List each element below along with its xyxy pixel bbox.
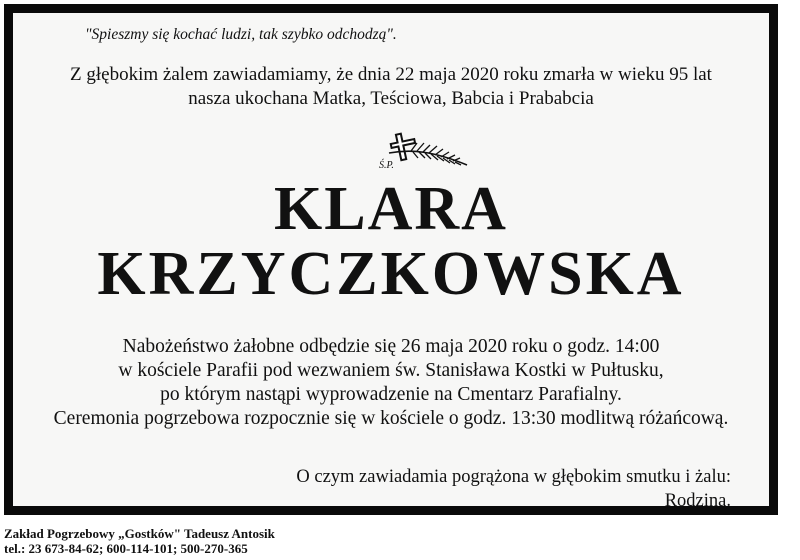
closing-signature: Rodzina.: [664, 491, 731, 511]
funeral-home-phones: tel.: 23 673-84-62; 600-114-101; 500-270-365: [4, 541, 248, 556]
obituary-frame: [4, 4, 778, 515]
service-line: w kościele Parafii pod wezwaniem św. Stanisława Kostki w Pułtusku,: [118, 360, 664, 381]
deceased-surname: KRZYCZKOWSKA: [97, 240, 685, 308]
closing-text: [296, 465, 731, 513]
deceased-first-name: KLARA: [274, 175, 508, 243]
memorial-quote: "Spieszmy się kochać ludzi, tak szybko odchodzą".: [85, 26, 397, 43]
service-line: po którym nastąpi wyprowadzenie na Cmentarz Parafialny.: [160, 384, 622, 405]
service-line: Nabożeństwo żałobne odbędzie się 26 maja 2020 roku o godz. 14:00: [122, 336, 660, 357]
closing-line: O czym zawiadamia pogrążona w głębokim smutku i żalu:: [296, 467, 731, 487]
funeral-home-name: Zakład Pogrzebowy „Gostków" Tadeusz Antosik: [4, 526, 275, 541]
intro-line: nasza ukochana Matka, Teściowa, Babcia i Prababcia: [188, 88, 594, 109]
obituary-content: [13, 13, 769, 511]
service-details: [13, 335, 769, 431]
funeral-home-footer: [4, 526, 275, 556]
service-line: Ceremonia pogrzebowa rozpocznie się w kościele o godz. 13:30 modlitwą różańcową.: [53, 408, 729, 429]
sp-label: Ś.P.: [379, 160, 394, 171]
intro-line: Z głębokim żalem zawiadamiamy, że dnia 22 maja 2020 roku zmarła w wieku 95 lat: [70, 64, 712, 85]
intro-text: [13, 63, 769, 111]
